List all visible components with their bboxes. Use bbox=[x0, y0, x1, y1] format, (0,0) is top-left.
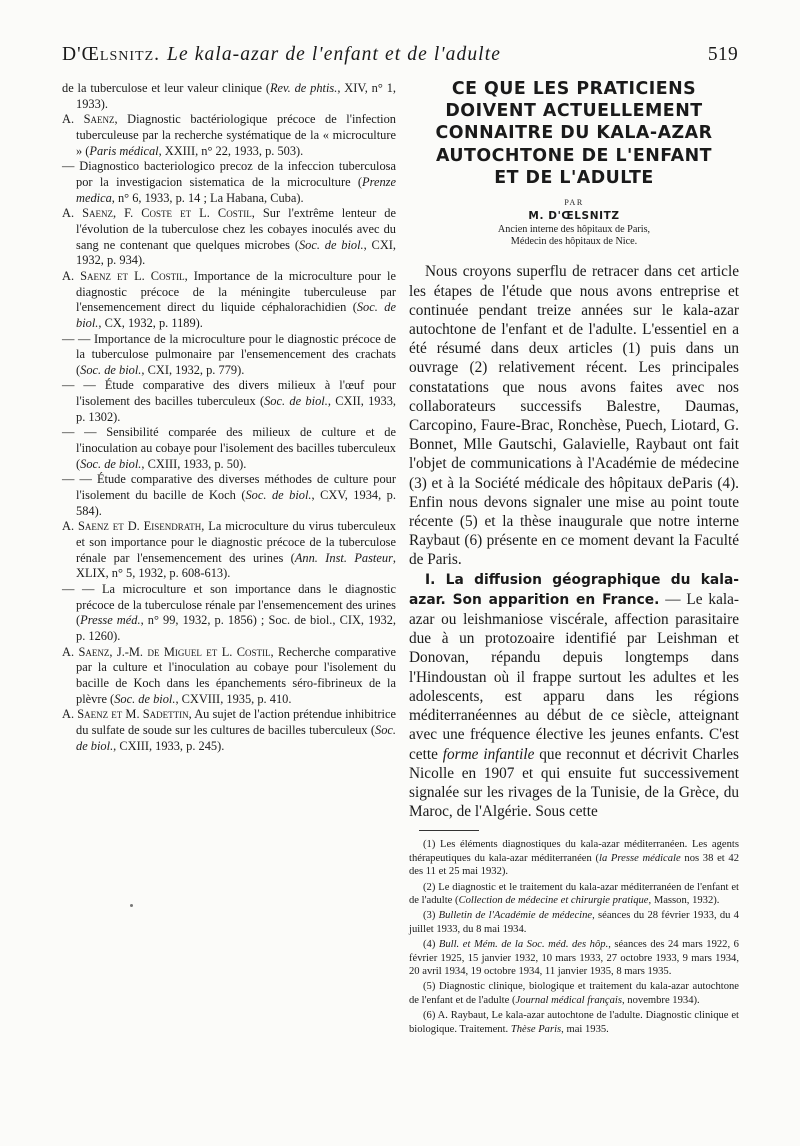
print-speck bbox=[130, 904, 133, 907]
footnote: (2) Le diagnostic et le traitement du kala-azar méditerranéen de l'enfant et de l'adulte (Collection de médecine et chirurgie pratique, Masson, 1932). bbox=[409, 881, 739, 906]
reference-item: — — La microculture et son importance dans le diagnostic précoce de la tuberculose rénale par l'ensemencement des urines (Presse méd., n° 99, 1932, p. 1856) ; Soc. de biol., CIX, 1932, p. 1260). bbox=[62, 582, 397, 643]
article-body bbox=[409, 262, 739, 821]
header-title: Le kala-azar de l'enfant et de l'adulte bbox=[167, 44, 501, 65]
reference-item: de la tuberculose et leur valeur clinique (Rev. de phtis., XIV, n° 1, 1933). bbox=[62, 81, 396, 111]
reference-item: A. Saenz et M. Sadettin, Au sujet de l'action prétendue inhibitrice du sulfate de soude sur les cultures de bacilles tuberculeux (Soc. de biol., CXIII, 1933, p. 245). bbox=[62, 707, 396, 753]
intro-paragraph: Nous croyons superflu de retracer dans cet article les étapes de l'étude que nous avons entreprise et continuée pendant treize années sur le kala-azar autochtone de l'enfant et de l'adulte. L'essentiel en a été résumé dans deux articles (1) puis dans un ouvrage (2) relativement récent. Les principales constatations que nous avons faites avec nos collaborateurs successifs Balestre, Daumas, Carcopino, Faure-Brac, Ronchèse, Puech, Liotard, G. Bonnet, Mlle Gautschi, Galavielle, Raybaut ont fait l'objet de communications à l'Académie de médecine (3) et à la Société médicale des hôpitaux deParis (4). Enfin nous devons signaler une mise au point toute récente (5) et la thèse inaugurale que notre interne Raybaut (6) présente en ce moment devant la Faculté de Paris. bbox=[409, 263, 739, 569]
footnote-rule bbox=[419, 830, 479, 831]
reference-item: — Diagnostico bacteriologico precoz de la infeccion tuberculosa por la investigacion sistematica de la microculture (Prenze medica, n° 6, 1933, p. 14 ; La Habana, Cuba). bbox=[62, 159, 396, 205]
article-author: M. D'ŒLSNITZ bbox=[528, 210, 620, 223]
reference-item: A. Saenz et D. Eisendrath, La microculture du virus tuberculeux et son importance pour le diagnostic précoce de la tuberculose rénale par l'ensemencement des urines (Ann. Inst. Pasteur, XLIX, n° 5, 1932, p. 608-613). bbox=[62, 519, 397, 581]
reference-item: A. Saenz et L. Costil, Importance de la microculture pour le diagnostic précoce de la méningite tuberculeuse par l'ensemencement direct du liquide céphalorachidien (Soc. de biol., CX, 1932, p. 1189). bbox=[62, 268, 397, 330]
article-title: CE QUE LES PRATICIENS DOIVENT ACTUELLEMENT CONNAITRE DU KALA-AZAR AUTOCHTONE DE L'ENFANT ET DE L'ADULTE bbox=[435, 79, 713, 188]
reference-item: A. Saenz, J.-M. de Miguel et L. Costil, Recherche comparative par la culture et l'inoculation au cobaye pour l'isolement du bacille de Koch dans les épanchements séro-fibrineux de la plèvre (Soc. de biol., CXVIII, 1935, p. 410. bbox=[62, 644, 396, 706]
footnotes bbox=[409, 838, 739, 1036]
header-author: D'Œlsnitz. bbox=[62, 44, 161, 65]
section-heading: I. La diffusion géographique du kala-azar. Son apparition en France. bbox=[409, 571, 739, 608]
running-header bbox=[62, 44, 738, 74]
footnote: (6) A. Raybaut, Le kala-azar autochtone de l'adulte. Diagnostic clinique et biologique. Traitement. Thèse Paris, mai 1935. bbox=[409, 1010, 739, 1035]
footnote: (4) Bull. et Mém. de la Soc. méd. des hôp., séances des 24 mars 1922, 6 février 1925, 15 janvier 1932, 10 mars 1933, 27 octobre 1933, 9 mars 1934, 20 avril 1934, 19 octobre 1934, 11 janvier 1935, 8 mars 1935. bbox=[409, 939, 739, 977]
by-label: PAR bbox=[564, 198, 584, 208]
footnote: (3) Bulletin de l'Académie de médecine, séances du 28 février 1933, du 4 juillet 1933, du 8 mai 1934. bbox=[409, 910, 739, 935]
reference-item: — — Étude comparative des divers milieux à l'œuf pour l'isolement des bacilles tuberculeux (Soc. de biol., CXII, 1933, p. 1302). bbox=[62, 378, 396, 424]
author-affiliation: Ancien interne des hôpitaux de Paris, Médecin des hôpitaux de Nice. bbox=[497, 224, 651, 248]
references-column bbox=[62, 81, 396, 754]
footnote: (5) Diagnostic clinique, biologique et traitement du kala-azar autochtone de l'enfant et de l'adulte (Journal médical français, novembre 1934). bbox=[409, 981, 739, 1006]
reference-item: — — Sensibilité comparée des milieux de culture et de l'inoculation au cobaye pour l'isolement des bacilles tuberculeux (Soc. de biol., CXIII, 1933, p. 50). bbox=[62, 425, 396, 471]
reference-item: — — Importance de la microculture pour le diagnostic précoce de la tuberculose pulmonaire par l'ensemencement des crachats (Soc. de biol., CXI, 1932, p. 779). bbox=[62, 331, 396, 377]
reference-item: A. Saenz, Diagnostic bactériologique précoce de l'infection tuberculeuse par la recherche systématique de la « microculture » (Paris médical, XXIII, n° 22, 1933, p. 503). bbox=[62, 112, 396, 158]
page-number: 519 bbox=[707, 44, 738, 65]
article-column bbox=[409, 76, 739, 1038]
reference-item: A. Saenz, F. Coste et L. Costil, Sur l'extrême lenteur de l'évolution de la tuberculose chez les cobayes inoculés avec du sang ne contenant que quelques microbes (Soc. de biol., CXI, 1932, p. 934). bbox=[62, 206, 396, 268]
section-paragraph: I. La diffusion géographique du kala-azar. Son apparition en France. — Le kala-azar ou leishmaniose viscérale, affection parasitaire due à un protozoaire identifié par Leishman et Donovan, répandu depuis longtemps dans l'Hindoustan où il frappe surtout les adultes et les adolescents, est apparu dans les régions méditerranéennes au début de ce siècle, atteignant avec une fréquence élective les jeunes enfants. C'est cette forme infantile que reconnut et décrivit Charles Nicolle en 1907 et qui ensuite fut successivement signalée sur les rivages de la Tunisie, de la Grèce, du Maroc, de l'Algérie. Sous cette bbox=[409, 571, 739, 821]
footnote: (1) Les éléments diagnostiques du kala-azar méditerranéen. Les agents thérapeutiques du kala-azar méditerranéen (la Presse médicale nos 38 et 42 des 11 et 25 mai 1932). bbox=[409, 839, 739, 878]
reference-item: — — Étude comparative des diverses méthodes de culture pour l'isolement du bacille de Koch (Soc. de biol., CXV, 1934, p. 584). bbox=[62, 472, 396, 518]
